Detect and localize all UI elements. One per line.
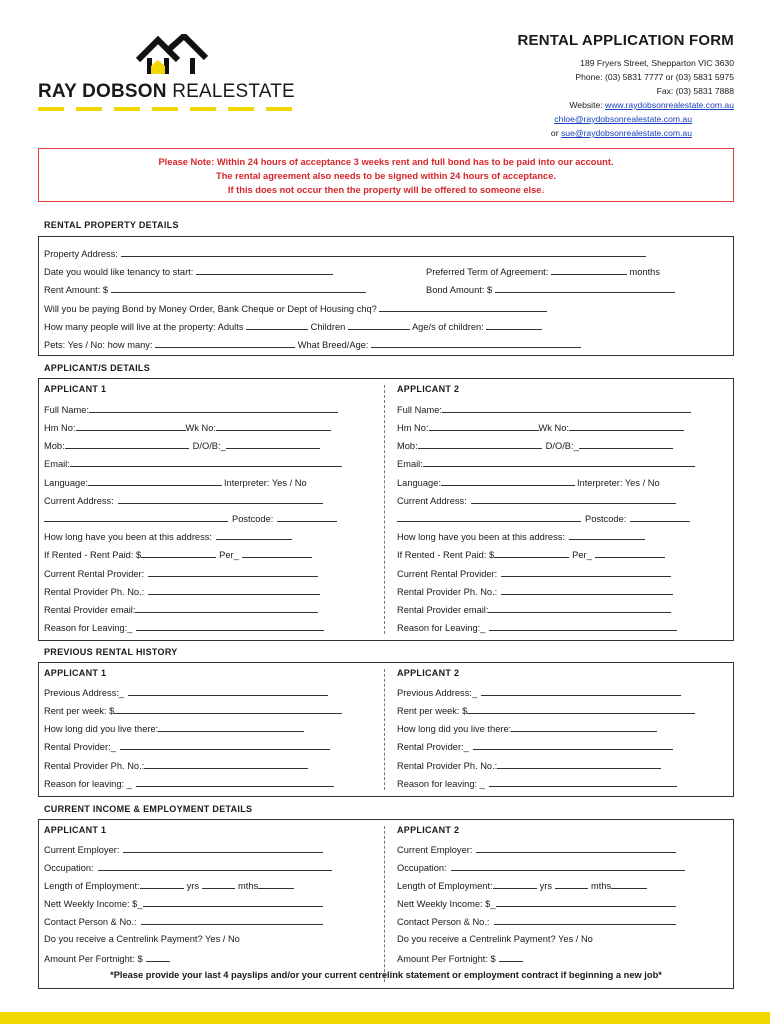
h2-how-long-label: How long did you live there: <box>397 724 512 734</box>
section-title-property: RENTAL PROPERTY DETAILS <box>44 220 179 230</box>
website-link[interactable]: www.raydobsonrealestate.com.au <box>605 100 734 110</box>
a2-mob-field[interactable] <box>418 439 542 449</box>
h2-previous-address-field[interactable] <box>481 686 681 696</box>
house-logo-icon <box>134 34 210 76</box>
a2-provider-ph-label: Rental Provider Ph. No.: <box>397 587 498 597</box>
a1-provider-email-field[interactable] <box>135 603 318 613</box>
preferred-term-field[interactable] <box>551 265 627 275</box>
a1-interpreter-choice[interactable]: Interpreter: Yes / No <box>223 478 307 488</box>
a2-address-row[interactable] <box>397 494 676 506</box>
i2-nett-label: Nett Weekly Income: $_ <box>397 899 496 909</box>
a1-address-field[interactable] <box>118 494 323 504</box>
a1-how-long-field[interactable] <box>216 530 292 540</box>
a1-full-name-row[interactable] <box>44 403 338 415</box>
email-row-1 <box>551 112 734 126</box>
a1-mob-label: Mob: <box>44 441 65 451</box>
h2-previous-address-label: Previous Address:_ <box>397 688 478 698</box>
contact-block <box>551 56 734 140</box>
a1-dob-field[interactable] <box>226 439 320 449</box>
section-title-income: CURRENT INCOME & EMPLOYMENT DETAILS <box>44 804 253 814</box>
h1-provider-ph-label: Rental Provider Ph. No.: <box>44 761 145 771</box>
a1-language-row[interactable] <box>44 476 307 488</box>
a1-rent-paid-field[interactable] <box>141 548 216 558</box>
i2-centrelink-row[interactable] <box>397 934 593 944</box>
a1-how-long-row[interactable] <box>44 530 292 542</box>
a1-phone-row[interactable] <box>44 421 331 433</box>
h2-previous-address-row[interactable] <box>397 686 681 698</box>
i1-fortnight-field[interactable] <box>146 952 170 962</box>
h2-rent-week-field[interactable] <box>467 704 695 714</box>
a2-mob-label: Mob: <box>397 441 418 451</box>
a2-hm-label: Hm No: <box>397 423 429 433</box>
a2-full-name-row[interactable] <box>397 403 691 415</box>
a1-hm-field[interactable] <box>76 421 186 431</box>
a2-hm-field[interactable] <box>429 421 539 431</box>
history-applicant-1-heading: APPLICANT 1 <box>44 668 107 678</box>
adults-label: How many people will live at the property: Adults <box>44 322 244 332</box>
a2-how-long-label: How long have you been at this address: <box>397 532 565 542</box>
email-row-2 <box>551 126 734 140</box>
a2-per-field[interactable] <box>595 548 665 558</box>
a2-per-label: Per_ <box>572 550 592 560</box>
a2-provider-row[interactable] <box>397 567 671 579</box>
i2-fortnight-row[interactable] <box>397 952 523 964</box>
bond-amount-field[interactable] <box>495 283 675 293</box>
tenancy-date-label: Date you would like tenancy to start: <box>44 267 194 277</box>
a2-provider-label: Current Rental Provider: <box>397 569 498 579</box>
payslip-footnote: *Please provide your last 4 payslips and/or your current centrelink statement or employment contract if beginning a new job* <box>110 970 662 980</box>
a2-language-label: Language: <box>397 478 441 488</box>
i1-contact-field[interactable] <box>141 915 323 925</box>
i1-occupation-row[interactable] <box>44 861 332 873</box>
a2-wk-label: Wk No: <box>538 423 569 433</box>
h1-how-long-row[interactable] <box>44 722 304 734</box>
i1-yrs-field[interactable] <box>140 879 184 889</box>
property-address-row[interactable] <box>44 247 646 259</box>
a2-address-label: Current Address: <box>397 496 467 506</box>
a1-address-line2-field[interactable] <box>44 512 228 522</box>
i1-nett-label: Nett Weekly Income: $_ <box>44 899 143 909</box>
i1-centrelink-choice[interactable]: Do you receive a Centrelink Payment? Yes / No <box>44 934 240 944</box>
i2-centrelink-choice[interactable]: Do you receive a Centrelink Payment? Yes / No <box>397 934 593 944</box>
bond-method-row[interactable] <box>44 302 547 314</box>
preferred-term-months: months <box>629 267 660 277</box>
i1-mths-trail[interactable] <box>258 879 294 889</box>
a1-email-field[interactable] <box>70 457 342 467</box>
logo-light-text: REALESTATE <box>172 81 295 102</box>
a2-interpreter-choice[interactable]: Interpreter: Yes / No <box>576 478 660 488</box>
a2-address-line2-field[interactable] <box>397 512 581 522</box>
i1-centrelink-row[interactable] <box>44 934 240 944</box>
a2-provider-field[interactable] <box>501 567 671 577</box>
a2-postcode-row[interactable] <box>397 512 690 524</box>
history-applicant-2-heading: APPLICANT 2 <box>397 668 460 678</box>
a1-wk-label: Wk No: <box>185 423 216 433</box>
i1-fortnight-label: Amount Per Fortnight: $ <box>44 954 143 964</box>
i1-fortnight-row[interactable] <box>44 952 170 964</box>
a2-address-field[interactable] <box>471 494 676 504</box>
preferred-term-label: Preferred Term of Agreement: <box>426 267 549 277</box>
a2-language-field[interactable] <box>441 476 575 486</box>
i2-length-row[interactable] <box>397 879 647 891</box>
website-row <box>551 98 734 112</box>
bond-method-field[interactable] <box>379 302 547 312</box>
preferred-term-row[interactable] <box>426 265 660 277</box>
a1-full-name-field[interactable] <box>89 403 338 413</box>
children-field[interactable] <box>348 320 410 330</box>
h1-provider-field[interactable] <box>120 740 330 750</box>
bond-method-label: Will you be paying Bond by Money Order, Bank Cheque or Dept of Housing chq? <box>44 304 377 314</box>
occupants-row[interactable] <box>44 320 542 332</box>
h1-previous-address-label: Previous Address:_ <box>44 688 125 698</box>
a1-per-field[interactable] <box>242 548 312 558</box>
income-applicant-2-heading: APPLICANT 2 <box>397 825 460 835</box>
h1-provider-ph-field[interactable] <box>144 759 308 769</box>
a1-full-name-label: Full Name: <box>44 405 89 415</box>
h1-previous-address-field[interactable] <box>128 686 328 696</box>
i1-contact-label: Contact Person & No.: <box>44 917 137 927</box>
a2-email-label: Email: <box>397 459 423 469</box>
a1-rent-paid-label: If Rented - Rent Paid: $ <box>44 550 142 560</box>
pets-label: Pets: Yes / No: how many: <box>44 340 153 350</box>
i2-occupation-field[interactable] <box>451 861 685 871</box>
pets-row[interactable] <box>44 338 581 350</box>
i2-contact-row[interactable] <box>397 915 676 927</box>
h1-how-long-field[interactable] <box>158 722 304 732</box>
a1-rent-paid-row[interactable] <box>44 548 312 560</box>
a1-how-long-label: How long have you been at this address: <box>44 532 212 542</box>
i1-employer-label: Current Employer: <box>44 845 120 855</box>
a1-wk-field[interactable] <box>216 421 331 431</box>
section-title-history: PREVIOUS RENTAL HISTORY <box>44 647 178 657</box>
a1-hm-label: Hm No: <box>44 423 76 433</box>
h2-rent-week-label: Rent per week: $ <box>397 706 468 716</box>
a1-provider-label: Current Rental Provider: <box>44 569 145 579</box>
email-or-text: or <box>550 128 559 138</box>
a1-email-label: Email: <box>44 459 70 469</box>
ages-field[interactable] <box>486 320 542 330</box>
a1-address-row[interactable] <box>44 494 323 506</box>
children-label: Children <box>310 322 346 332</box>
a1-reason-field[interactable] <box>136 621 324 631</box>
h2-provider-ph-row[interactable] <box>397 759 661 771</box>
section-title-applicants: APPLICANT/S DETAILS <box>44 363 151 373</box>
a1-email-row[interactable] <box>44 457 342 469</box>
a2-postcode-field[interactable] <box>630 512 690 522</box>
a1-postcode-label: Postcode: <box>232 514 274 524</box>
a1-provider-email-label: Rental Provider email: <box>44 605 136 615</box>
i1-nett-field[interactable] <box>143 897 323 907</box>
office-fax: Fax: (03) 5831 7888 <box>656 86 734 96</box>
a1-postcode-field[interactable] <box>277 512 337 522</box>
property-address-label: Property Address: <box>44 249 118 259</box>
a2-how-long-row[interactable] <box>397 530 645 542</box>
h1-previous-address-row[interactable] <box>44 686 328 698</box>
a2-email-field[interactable] <box>423 457 695 467</box>
email-link-chloe[interactable]: chloe@raydobsonrealestate.com.au <box>554 114 692 124</box>
h1-reason-field[interactable] <box>136 777 334 787</box>
applicant-1-heading: APPLICANT 1 <box>44 384 107 394</box>
h2-how-long-field[interactable] <box>511 722 657 732</box>
h2-provider-ph-label: Rental Provider Ph. No.: <box>397 761 498 771</box>
applicant-2-heading: APPLICANT 2 <box>397 384 460 394</box>
notice-line-1: Please Note: Within 24 hours of acceptance 3 weeks rent and full bond has to be paid into our account. <box>158 157 614 167</box>
office-address: 189 Fryers Street, Shepparton VIC 3630 <box>580 58 734 68</box>
a1-postcode-row[interactable] <box>44 512 337 524</box>
a2-provider-email-label: Rental Provider email: <box>397 605 489 615</box>
a2-rent-paid-field[interactable] <box>494 548 569 558</box>
logo-bold-text: RAY DOBSON <box>38 81 167 102</box>
i2-employer-row[interactable] <box>397 843 676 855</box>
i1-employer-row[interactable] <box>44 843 323 855</box>
i2-yrs-label: yrs <box>539 881 553 891</box>
office-phone: Phone: (03) 5831 7777 or (03) 5831 5975 <box>575 72 734 82</box>
a2-postcode-label: Postcode: <box>585 514 627 524</box>
i2-yrs-field[interactable] <box>493 879 537 889</box>
h1-provider-label: Rental Provider:_ <box>44 742 116 752</box>
i1-yrs-label: yrs <box>186 881 200 891</box>
a1-provider-ph-label: Rental Provider Ph. No.: <box>44 587 145 597</box>
i2-contact-label: Contact Person & No.: <box>397 917 490 927</box>
logo-wordmark <box>38 81 295 103</box>
a1-reason-row[interactable] <box>44 621 324 633</box>
a2-mob-row[interactable] <box>397 439 673 451</box>
i1-contact-row[interactable] <box>44 915 323 927</box>
i2-mths-field[interactable] <box>555 879 588 889</box>
i2-contact-field[interactable] <box>494 915 676 925</box>
i2-employer-field[interactable] <box>476 843 676 853</box>
i1-length-row[interactable] <box>44 879 294 891</box>
rent-amount-label: Rent Amount: $ <box>44 285 109 295</box>
bond-amount-row[interactable] <box>426 283 675 295</box>
rent-amount-field[interactable] <box>111 283 366 293</box>
h1-provider-row[interactable] <box>44 740 330 752</box>
notice-line-3: If this does not occur then the property will be offered to someone else. <box>227 185 545 195</box>
a2-provider-ph-field[interactable] <box>501 585 673 595</box>
i1-mths-label: mths <box>238 881 259 891</box>
a2-wk-field[interactable] <box>569 421 684 431</box>
a2-provider-email-row[interactable] <box>397 603 671 615</box>
i2-length-label: Length of Employment: <box>397 881 493 891</box>
income-applicant-1-heading: APPLICANT 1 <box>44 825 107 835</box>
i1-mths-field[interactable] <box>202 879 235 889</box>
i1-length-label: Length of Employment: <box>44 881 140 891</box>
website-label: Website: <box>569 100 603 110</box>
footer-yellow-bar <box>0 1012 770 1024</box>
i2-occupation-label: Occupation: <box>397 863 447 873</box>
i1-occupation-field[interactable] <box>98 861 332 871</box>
a2-how-long-field[interactable] <box>569 530 645 540</box>
h2-reason-row[interactable] <box>397 777 677 789</box>
a1-mob-row[interactable] <box>44 439 320 451</box>
breed-field[interactable] <box>371 338 581 348</box>
ages-label: Age/s of children: <box>411 322 484 332</box>
h2-how-long-row[interactable] <box>397 722 657 734</box>
a2-provider-ph-row[interactable] <box>397 585 673 597</box>
a1-mob-field[interactable] <box>65 439 189 449</box>
i2-fortnight-field[interactable] <box>499 952 523 962</box>
i2-nett-row[interactable] <box>397 897 676 909</box>
a1-dob-label: D/O/B:_ <box>192 441 226 451</box>
a1-provider-row[interactable] <box>44 567 318 579</box>
applicants-box <box>38 378 734 641</box>
a2-rent-paid-row[interactable] <box>397 548 665 560</box>
rent-amount-row[interactable] <box>44 283 366 295</box>
logo-dashes <box>38 107 292 111</box>
a2-rent-paid-label: If Rented - Rent Paid: $ <box>397 550 495 560</box>
a2-reason-label: Reason for Leaving:_ <box>397 623 486 633</box>
h1-rent-week-label: Rent per week: $ <box>44 706 115 716</box>
i2-occupation-row[interactable] <box>397 861 685 873</box>
a2-reason-row[interactable] <box>397 621 677 633</box>
i2-mths-trail[interactable] <box>611 879 647 889</box>
property-address-field[interactable] <box>121 247 646 257</box>
a2-provider-email-field[interactable] <box>488 603 671 613</box>
a2-email-row[interactable] <box>397 457 695 469</box>
a2-full-name-label: Full Name: <box>397 405 442 415</box>
a1-provider-ph-row[interactable] <box>44 585 320 597</box>
h1-reason-row[interactable] <box>44 777 334 789</box>
h1-rent-week-row[interactable] <box>44 704 342 716</box>
h2-provider-ph-field[interactable] <box>497 759 661 769</box>
h2-reason-field[interactable] <box>489 777 677 787</box>
h1-rent-week-field[interactable] <box>114 704 342 714</box>
h2-reason-label: Reason for leaving: _ <box>397 779 485 789</box>
a2-language-row[interactable] <box>397 476 660 488</box>
a2-dob-field[interactable] <box>579 439 673 449</box>
h2-provider-field[interactable] <box>473 740 673 750</box>
i2-fortnight-label: Amount Per Fortnight: $ <box>397 954 496 964</box>
a1-provider-field[interactable] <box>148 567 318 577</box>
i1-employer-field[interactable] <box>123 843 323 853</box>
a1-per-label: Per_ <box>219 550 239 560</box>
pets-count-field[interactable] <box>155 338 295 348</box>
a2-phone-row[interactable] <box>397 421 684 433</box>
email-link-sue[interactable]: sue@raydobsonrealestate.com.au <box>560 128 692 138</box>
h1-reason-label: Reason for leaving: _ <box>44 779 132 789</box>
h2-provider-label: Rental Provider:_ <box>397 742 469 752</box>
a1-provider-ph-field[interactable] <box>148 585 320 595</box>
a1-provider-email-row[interactable] <box>44 603 318 615</box>
a2-dob-label: D/O/B:_ <box>545 441 579 451</box>
form-title: RENTAL APPLICATION FORM <box>517 32 734 49</box>
h2-rent-week-row[interactable] <box>397 704 695 716</box>
bond-amount-label: Bond Amount: $ <box>426 285 493 295</box>
tenancy-date-field[interactable] <box>196 265 333 275</box>
acceptance-notice <box>38 148 734 202</box>
adults-field[interactable] <box>246 320 308 330</box>
h1-how-long-label: How long did you live there: <box>44 724 159 734</box>
i2-nett-field[interactable] <box>496 897 676 907</box>
a1-address-label: Current Address: <box>44 496 114 506</box>
breed-label: What Breed/Age: <box>297 340 369 350</box>
company-logo <box>38 34 308 114</box>
i2-employer-label: Current Employer: <box>397 845 473 855</box>
h2-provider-row[interactable] <box>397 740 673 752</box>
a2-full-name-field[interactable] <box>442 403 691 413</box>
i1-nett-row[interactable] <box>44 897 323 909</box>
i1-occupation-label: Occupation: <box>44 863 94 873</box>
i2-mths-label: mths <box>591 881 612 891</box>
notice-line-2: The rental agreement also needs to be signed within 24 hours of acceptance. <box>216 171 556 181</box>
a1-reason-label: Reason for Leaving:_ <box>44 623 133 633</box>
a2-reason-field[interactable] <box>489 621 677 631</box>
a1-language-label: Language: <box>44 478 88 488</box>
h1-provider-ph-row[interactable] <box>44 759 308 771</box>
tenancy-date-row[interactable] <box>44 265 333 277</box>
a1-language-field[interactable] <box>88 476 222 486</box>
